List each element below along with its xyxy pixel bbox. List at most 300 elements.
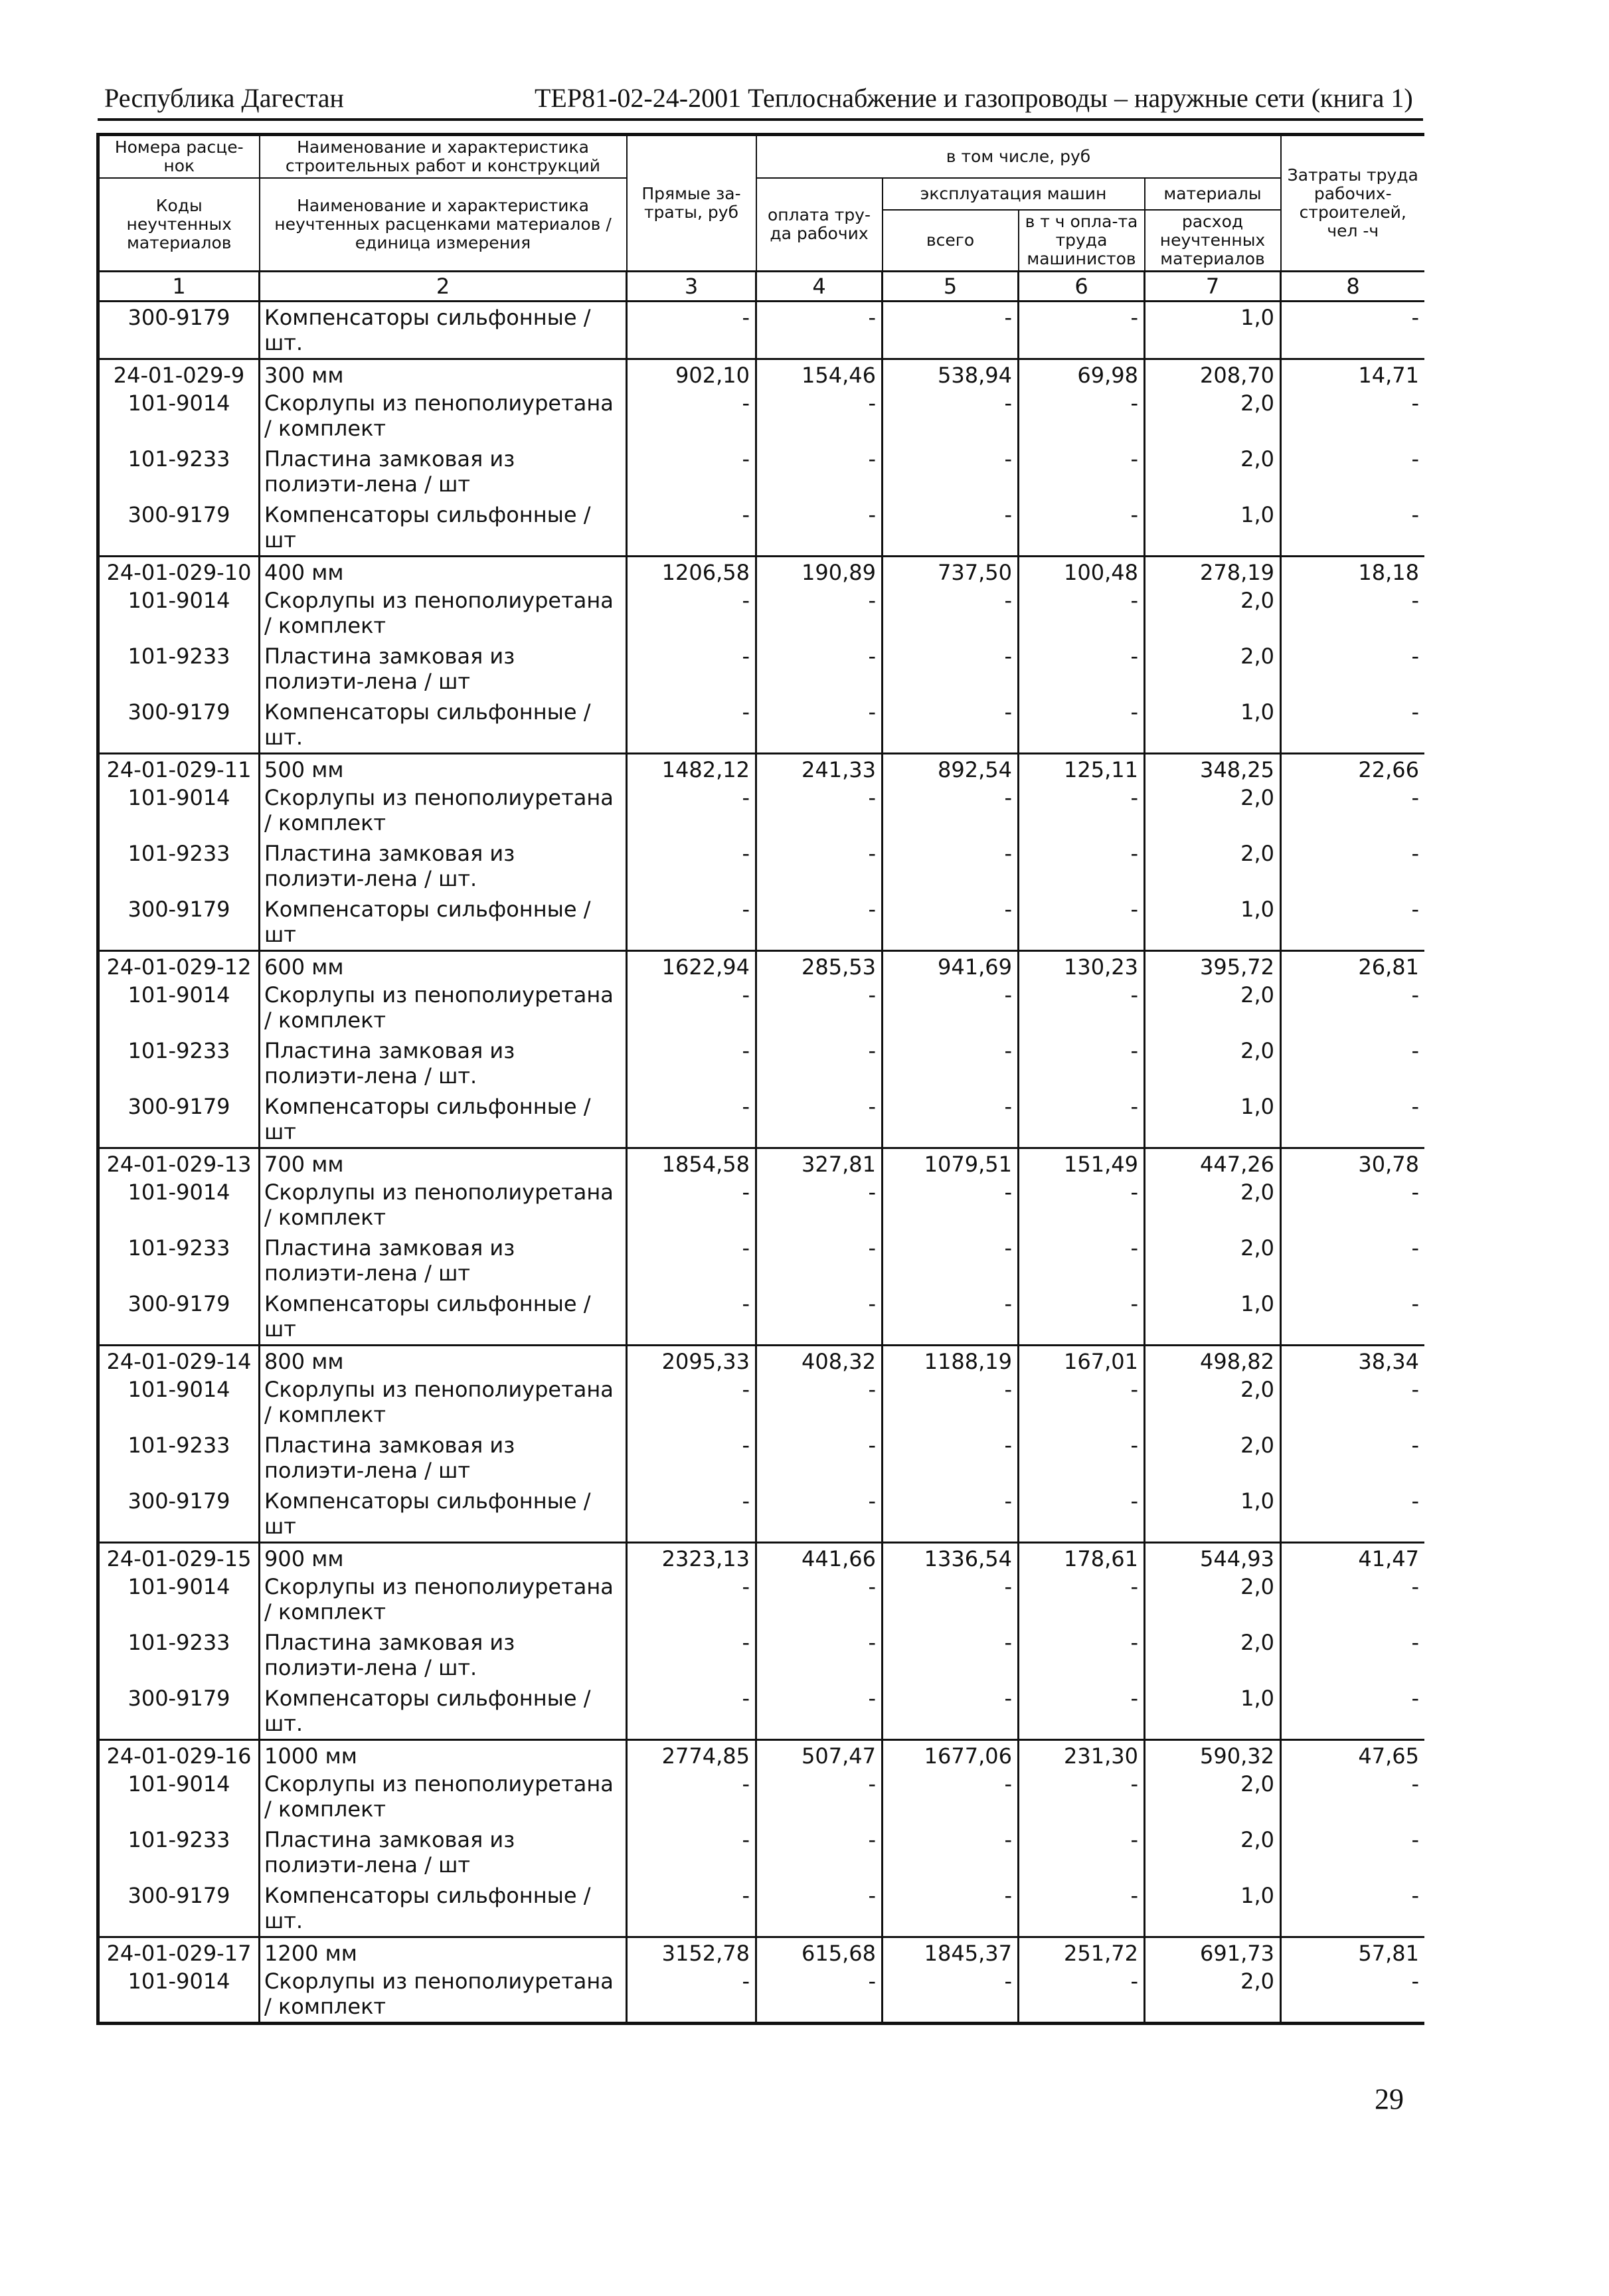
row-name: Компенсаторы сильфонные / шт	[260, 1288, 627, 1346]
direct-cost-cell: -	[627, 388, 756, 444]
row-code: 300-9179	[98, 697, 260, 754]
material-row	[98, 444, 1425, 499]
row-name: 600 мм	[260, 951, 627, 980]
row-name: 1200 мм	[260, 1937, 627, 1967]
machines-wages-cell: -	[1019, 980, 1145, 1035]
wages-cell: -	[756, 1966, 883, 2024]
row-name: Скорлупы из пенополиуретана / комплект	[260, 1769, 627, 1824]
machines-wages-cell: -	[1019, 585, 1145, 641]
machines-total-cell: -	[883, 1177, 1019, 1233]
row-code: 101-9014	[98, 1966, 260, 2024]
material-row	[98, 1769, 1425, 1824]
rate-row	[98, 951, 1425, 980]
machines-total-cell: 1188,19	[883, 1346, 1019, 1375]
machines-total-cell: 1677,06	[883, 1740, 1019, 1769]
material-row	[98, 1571, 1425, 1627]
wages-cell: -	[756, 1571, 883, 1627]
direct-cost-cell: -	[627, 1091, 756, 1148]
labor-cell: -	[1281, 1091, 1424, 1148]
material-row	[98, 585, 1425, 641]
machines-total-cell: -	[883, 585, 1019, 641]
materials-cell: 2,0	[1145, 1374, 1281, 1430]
wages-cell: -	[756, 641, 883, 697]
labor-cell: -	[1281, 1486, 1424, 1543]
row-name: Пластина замковая из полиэти-лена / шт	[260, 444, 627, 499]
labor-cell: 18,18	[1281, 557, 1424, 586]
machines-wages-cell: 251,72	[1019, 1937, 1145, 1967]
machines-total-cell: -	[883, 1374, 1019, 1430]
rate-row	[98, 359, 1425, 389]
table-header	[98, 135, 1425, 272]
materials-cell: 2,0	[1145, 1177, 1281, 1233]
materials-cell: 278,19	[1145, 557, 1281, 586]
row-name: Пластина замковая из полиэти-лена / шт	[260, 1233, 627, 1288]
row-name: Компенсаторы сильфонные / шт	[260, 1486, 627, 1543]
machines-total-cell: -	[883, 980, 1019, 1035]
wages-cell: -	[756, 499, 883, 557]
direct-cost-cell: -	[627, 1288, 756, 1346]
direct-cost-cell: 2774,85	[627, 1740, 756, 1769]
row-code: 101-9014	[98, 1571, 260, 1627]
row-code: 101-9233	[98, 1233, 260, 1288]
wages-cell: 327,81	[756, 1148, 883, 1178]
machines-wages-cell: -	[1019, 1571, 1145, 1627]
row-name: Компенсаторы сильфонные / шт.	[260, 697, 627, 754]
direct-cost-cell: -	[627, 585, 756, 641]
wages-cell: -	[756, 697, 883, 754]
materials-cell: 1,0	[1145, 1288, 1281, 1346]
machines-total-cell: 1845,37	[883, 1937, 1019, 1967]
machines-wages-cell: 69,98	[1019, 359, 1145, 389]
direct-cost-cell: -	[627, 838, 756, 894]
wages-cell: -	[756, 1288, 883, 1346]
table-body	[98, 272, 1425, 2024]
wages-cell: -	[756, 782, 883, 838]
materials-cell: 1,0	[1145, 499, 1281, 557]
material-row	[98, 838, 1425, 894]
materials-cell: 2,0	[1145, 782, 1281, 838]
machines-total-cell: 1079,51	[883, 1148, 1019, 1178]
machines-wages-cell: 178,61	[1019, 1543, 1145, 1572]
page-number: 29	[1375, 2083, 1404, 2115]
row-code: 300-9179	[98, 1288, 260, 1346]
machines-total-cell: -	[883, 444, 1019, 499]
column-number: 4	[756, 272, 883, 302]
machines-wages-cell: -	[1019, 1824, 1145, 1880]
row-name: 400 мм	[260, 557, 627, 586]
material-row	[98, 302, 1425, 359]
row-code: 101-9014	[98, 1769, 260, 1824]
row-name: Пластина замковая из полиэти-лена / шт	[260, 641, 627, 697]
labor-cell: -	[1281, 444, 1424, 499]
materials-cell: 348,25	[1145, 754, 1281, 783]
machines-wages-cell: -	[1019, 697, 1145, 754]
machines-wages-cell: -	[1019, 1233, 1145, 1288]
row-name: 800 мм	[260, 1346, 627, 1375]
labor-cell: -	[1281, 980, 1424, 1035]
materials-cell: 2,0	[1145, 444, 1281, 499]
row-name: 1000 мм	[260, 1740, 627, 1769]
machines-wages-cell: -	[1019, 1091, 1145, 1148]
wages-cell: 507,47	[756, 1740, 883, 1769]
row-name: 500 мм	[260, 754, 627, 783]
direct-cost-cell: -	[627, 697, 756, 754]
machines-total-cell: -	[883, 894, 1019, 951]
row-name: Скорлупы из пенополиуретана / комплект	[260, 1177, 627, 1233]
direct-cost-cell: 2323,13	[627, 1543, 756, 1572]
machines-total-cell: -	[883, 1683, 1019, 1740]
labor-cell: 30,78	[1281, 1148, 1424, 1178]
row-code: 24-01-029-12	[98, 951, 260, 980]
machines-wages-cell: -	[1019, 782, 1145, 838]
materials-cell: 2,0	[1145, 585, 1281, 641]
header-labor: Затраты труда рабочих-строителей, чел -ч	[1281, 135, 1424, 272]
column-number: 3	[627, 272, 756, 302]
column-number: 5	[883, 272, 1019, 302]
machines-wages-cell: -	[1019, 302, 1145, 359]
labor-cell: -	[1281, 1571, 1424, 1627]
row-name: Пластина замковая из полиэти-лена / шт	[260, 1430, 627, 1486]
direct-cost-cell: -	[627, 444, 756, 499]
wages-cell: 190,89	[756, 557, 883, 586]
labor-cell: 14,71	[1281, 359, 1424, 389]
labor-cell: -	[1281, 838, 1424, 894]
direct-cost-cell: -	[627, 782, 756, 838]
price-table-wrapper	[96, 133, 1424, 2059]
labor-cell: -	[1281, 1824, 1424, 1880]
row-code: 24-01-029-10	[98, 557, 260, 586]
labor-cell: -	[1281, 697, 1424, 754]
wages-cell: 285,53	[756, 951, 883, 980]
labor-cell: 41,47	[1281, 1543, 1424, 1572]
machines-total-cell: -	[883, 1769, 1019, 1824]
material-row	[98, 1035, 1425, 1091]
machines-wages-cell: -	[1019, 1177, 1145, 1233]
labor-cell: -	[1281, 1288, 1424, 1346]
wages-cell: -	[756, 1035, 883, 1091]
row-name: Компенсаторы сильфонные / шт.	[260, 1880, 627, 1937]
header-incl: в том числе, руб	[756, 135, 1281, 179]
direct-cost-cell: -	[627, 1177, 756, 1233]
material-row	[98, 388, 1425, 444]
material-row	[98, 1683, 1425, 1740]
machines-wages-cell: -	[1019, 1035, 1145, 1091]
wages-cell: 408,32	[756, 1346, 883, 1375]
machines-total-cell: 1336,54	[883, 1543, 1019, 1572]
machines-wages-cell: 125,11	[1019, 754, 1145, 783]
column-number: 1	[98, 272, 260, 302]
row-name: Скорлупы из пенополиуретана / комплект	[260, 1571, 627, 1627]
wages-cell: -	[756, 1769, 883, 1824]
wages-cell: -	[756, 838, 883, 894]
machines-total-cell: -	[883, 1233, 1019, 1288]
row-code: 101-9233	[98, 444, 260, 499]
labor-cell: -	[1281, 1627, 1424, 1683]
row-name: 700 мм	[260, 1148, 627, 1178]
row-code: 101-9014	[98, 782, 260, 838]
materials-cell: 498,82	[1145, 1346, 1281, 1375]
row-code: 24-01-029-13	[98, 1148, 260, 1178]
row-code: 24-01-029-16	[98, 1740, 260, 1769]
row-code: 101-9233	[98, 1627, 260, 1683]
row-name: Компенсаторы сильфонные / шт	[260, 499, 627, 557]
machines-wages-cell: -	[1019, 894, 1145, 951]
row-name: Скорлупы из пенополиуретана / комплект	[260, 1374, 627, 1430]
column-number: 7	[1145, 272, 1281, 302]
row-code: 101-9014	[98, 1177, 260, 1233]
materials-cell: 2,0	[1145, 1035, 1281, 1091]
machines-wages-cell: -	[1019, 1880, 1145, 1937]
header-machines-wages: в т ч опла-та труда машинистов	[1019, 210, 1145, 272]
material-row	[98, 782, 1425, 838]
row-code: 300-9179	[98, 1880, 260, 1937]
materials-cell: 1,0	[1145, 302, 1281, 359]
machines-total-cell: -	[883, 641, 1019, 697]
direct-cost-cell: -	[627, 1880, 756, 1937]
direct-cost-cell: 1622,94	[627, 951, 756, 980]
material-row	[98, 1486, 1425, 1543]
header-code-top: Номера расце-нок	[98, 135, 260, 179]
machines-total-cell: -	[883, 782, 1019, 838]
labor-cell: -	[1281, 1966, 1424, 2024]
direct-cost-cell: -	[627, 1966, 756, 2024]
direct-cost-cell: -	[627, 1430, 756, 1486]
machines-wages-cell: 100,48	[1019, 557, 1145, 586]
machines-total-cell: -	[883, 1824, 1019, 1880]
labor-cell: -	[1281, 641, 1424, 697]
materials-cell: 2,0	[1145, 388, 1281, 444]
row-name: 300 мм	[260, 359, 627, 389]
header-materials-unaccounted: расход неучтенных материалов	[1145, 210, 1281, 272]
machines-total-cell: -	[883, 1486, 1019, 1543]
labor-cell: -	[1281, 1880, 1424, 1937]
labor-cell: -	[1281, 1683, 1424, 1740]
labor-cell: -	[1281, 782, 1424, 838]
materials-cell: 2,0	[1145, 1233, 1281, 1288]
wages-cell: -	[756, 894, 883, 951]
row-code: 300-9179	[98, 1486, 260, 1543]
material-row	[98, 1824, 1425, 1880]
row-name: Скорлупы из пенополиуретана / комплект	[260, 1966, 627, 2024]
direct-cost-cell: -	[627, 1627, 756, 1683]
wages-cell: -	[756, 1824, 883, 1880]
direct-cost-cell: 1206,58	[627, 557, 756, 586]
header-name-top: Наименование и характеристика строительных работ и конструкций	[260, 135, 627, 179]
machines-total-cell: -	[883, 1966, 1019, 2024]
material-row	[98, 980, 1425, 1035]
direct-cost-cell: 1482,12	[627, 754, 756, 783]
direct-cost-cell: -	[627, 1571, 756, 1627]
machines-total-cell: -	[883, 388, 1019, 444]
machines-total-cell: -	[883, 1035, 1019, 1091]
direct-cost-cell: 3152,78	[627, 1937, 756, 1967]
wages-cell: -	[756, 1430, 883, 1486]
labor-cell: -	[1281, 1769, 1424, 1824]
direct-cost-cell: -	[627, 1374, 756, 1430]
material-row	[98, 1880, 1425, 1937]
header-code-bottom: Коды неучтенных материалов	[98, 178, 260, 272]
machines-total-cell: 892,54	[883, 754, 1019, 783]
machines-wages-cell: -	[1019, 388, 1145, 444]
row-name: Скорлупы из пенополиуретана / комплект	[260, 585, 627, 641]
rate-row	[98, 1346, 1425, 1375]
materials-cell: 2,0	[1145, 1769, 1281, 1824]
row-name: Скорлупы из пенополиуретана / комплект	[260, 388, 627, 444]
material-row	[98, 641, 1425, 697]
labor-cell: -	[1281, 894, 1424, 951]
column-numbers-row	[98, 272, 1425, 302]
wages-cell: -	[756, 1091, 883, 1148]
row-name: Компенсаторы сильфонные / шт	[260, 1091, 627, 1148]
materials-cell: 208,70	[1145, 359, 1281, 389]
wages-cell: -	[756, 1233, 883, 1288]
wages-cell: -	[756, 1880, 883, 1937]
labor-cell: -	[1281, 1177, 1424, 1233]
machines-wages-cell: -	[1019, 499, 1145, 557]
machines-total-cell: 941,69	[883, 951, 1019, 980]
rate-row	[98, 1148, 1425, 1178]
machines-total-cell: -	[883, 1430, 1019, 1486]
row-code: 24-01-029-9	[98, 359, 260, 389]
materials-cell: 2,0	[1145, 838, 1281, 894]
machines-wages-cell: -	[1019, 1966, 1145, 2024]
labor-cell: -	[1281, 1035, 1424, 1091]
labor-cell: -	[1281, 388, 1424, 444]
direct-cost-cell: -	[627, 499, 756, 557]
column-number: 8	[1281, 272, 1424, 302]
row-name: Пластина замковая из полиэти-лена / шт.	[260, 1627, 627, 1683]
rate-row	[98, 557, 1425, 586]
header-wages: оплата тру-да рабочих	[756, 178, 883, 272]
row-code: 101-9233	[98, 1035, 260, 1091]
row-code: 24-01-029-15	[98, 1543, 260, 1572]
wages-cell: 441,66	[756, 1543, 883, 1572]
materials-cell: 1,0	[1145, 1683, 1281, 1740]
row-code: 101-9014	[98, 1374, 260, 1430]
materials-cell: 1,0	[1145, 894, 1281, 951]
header-region: Республика Дагестан	[104, 83, 344, 113]
row-code: 101-9233	[98, 838, 260, 894]
row-name: Пластина замковая из полиэти-лена / шт.	[260, 1035, 627, 1091]
row-name: Скорлупы из пенополиуретана / комплект	[260, 782, 627, 838]
column-number: 2	[260, 272, 627, 302]
material-row	[98, 697, 1425, 754]
wages-cell: -	[756, 1374, 883, 1430]
row-code: 24-01-029-14	[98, 1346, 260, 1375]
machines-wages-cell: -	[1019, 444, 1145, 499]
row-code: 300-9179	[98, 1683, 260, 1740]
materials-cell: 395,72	[1145, 951, 1281, 980]
header-machines: эксплуатация машин	[883, 178, 1145, 210]
machines-wages-cell: 151,49	[1019, 1148, 1145, 1178]
machines-wages-cell: -	[1019, 1288, 1145, 1346]
machines-total-cell: -	[883, 838, 1019, 894]
labor-cell: -	[1281, 1233, 1424, 1288]
direct-cost-cell: -	[627, 1769, 756, 1824]
header-materials: материалы	[1145, 178, 1281, 210]
direct-cost-cell: -	[627, 1035, 756, 1091]
material-row	[98, 1177, 1425, 1233]
row-code: 300-9179	[98, 302, 260, 359]
machines-wages-cell: -	[1019, 1683, 1145, 1740]
row-code: 300-9179	[98, 1091, 260, 1148]
row-code: 101-9233	[98, 641, 260, 697]
machines-total-cell: -	[883, 697, 1019, 754]
material-row	[98, 1091, 1425, 1148]
machines-total-cell: -	[883, 1571, 1019, 1627]
machines-wages-cell: -	[1019, 838, 1145, 894]
materials-cell: 447,26	[1145, 1148, 1281, 1178]
wages-cell: 154,46	[756, 359, 883, 389]
machines-wages-cell: -	[1019, 641, 1145, 697]
row-code: 24-01-029-17	[98, 1937, 260, 1967]
direct-cost-cell: -	[627, 1233, 756, 1288]
row-code: 101-9014	[98, 980, 260, 1035]
wages-cell: -	[756, 980, 883, 1035]
direct-cost-cell: 902,10	[627, 359, 756, 389]
row-name: Компенсаторы сильфонные / шт.	[260, 1683, 627, 1740]
material-row	[98, 1233, 1425, 1288]
wages-cell: -	[756, 585, 883, 641]
direct-cost-cell: -	[627, 1683, 756, 1740]
rate-row	[98, 1937, 1425, 1967]
header-direct: Прямые за-траты, руб	[627, 135, 756, 272]
header-document-title: ТЕР81-02-24-2001 Теплоснабжение и газопроводы – наружные сети (книга 1)	[535, 83, 1413, 113]
wages-cell: -	[756, 1683, 883, 1740]
labor-cell: -	[1281, 499, 1424, 557]
wages-cell: 615,68	[756, 1937, 883, 1967]
wages-cell: -	[756, 388, 883, 444]
header-rule	[98, 118, 1423, 121]
wages-cell: 241,33	[756, 754, 883, 783]
materials-cell: 544,93	[1145, 1543, 1281, 1572]
machines-wages-cell: 231,30	[1019, 1740, 1145, 1769]
materials-cell: 1,0	[1145, 1880, 1281, 1937]
labor-cell: -	[1281, 1374, 1424, 1430]
direct-cost-cell: -	[627, 302, 756, 359]
wages-cell: -	[756, 302, 883, 359]
row-code: 300-9179	[98, 499, 260, 557]
materials-cell: 2,0	[1145, 1571, 1281, 1627]
material-row	[98, 1374, 1425, 1430]
labor-cell: 57,81	[1281, 1937, 1424, 1967]
row-name: Компенсаторы сильфонные / шт	[260, 894, 627, 951]
labor-cell: 38,34	[1281, 1346, 1424, 1375]
materials-cell: 2,0	[1145, 1627, 1281, 1683]
wages-cell: -	[756, 1177, 883, 1233]
machines-wages-cell: -	[1019, 1627, 1145, 1683]
machines-total-cell: -	[883, 499, 1019, 557]
row-name: Пластина замковая из полиэти-лена / шт.	[260, 838, 627, 894]
labor-cell: 26,81	[1281, 951, 1424, 980]
materials-cell: 1,0	[1145, 1486, 1281, 1543]
row-code: 24-01-029-11	[98, 754, 260, 783]
materials-cell: 691,73	[1145, 1937, 1281, 1967]
rate-row	[98, 1740, 1425, 1769]
row-name: Скорлупы из пенополиуретана / комплект	[260, 980, 627, 1035]
row-name: 900 мм	[260, 1543, 627, 1572]
machines-wages-cell: 130,23	[1019, 951, 1145, 980]
row-code: 101-9233	[98, 1824, 260, 1880]
material-row	[98, 1288, 1425, 1346]
row-code: 101-9014	[98, 585, 260, 641]
row-code: 300-9179	[98, 894, 260, 951]
direct-cost-cell: 2095,33	[627, 1346, 756, 1375]
rate-row	[98, 1543, 1425, 1572]
materials-cell: 590,32	[1145, 1740, 1281, 1769]
materials-cell: 1,0	[1145, 1091, 1281, 1148]
materials-cell: 2,0	[1145, 980, 1281, 1035]
